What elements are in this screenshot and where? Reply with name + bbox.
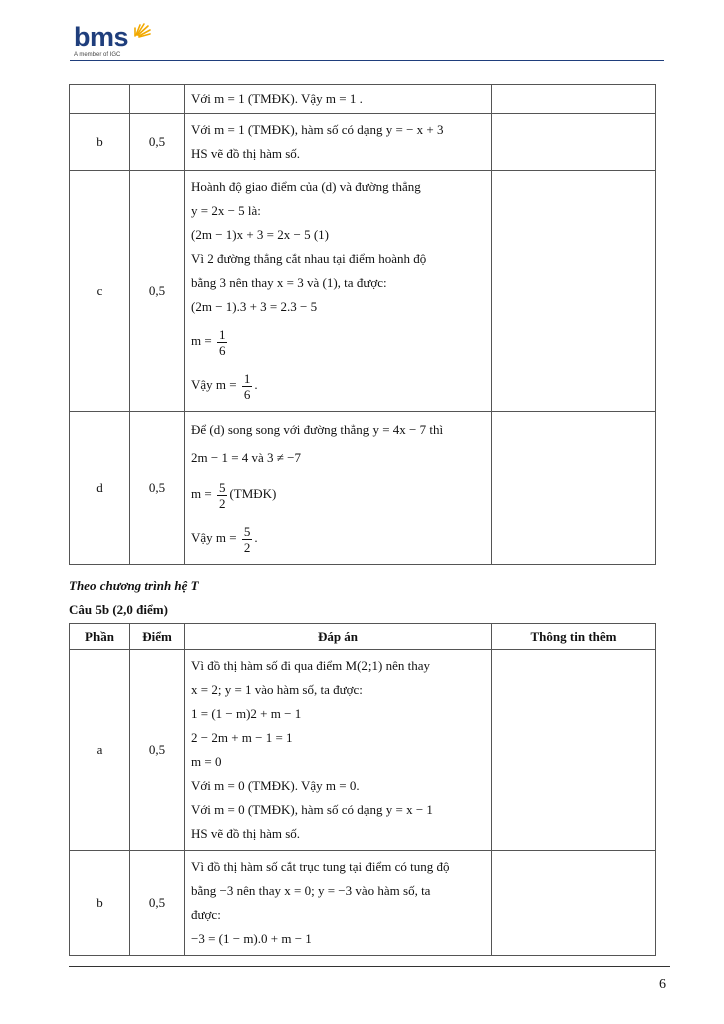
answer-line: HS vẽ đồ thị hàm số. <box>191 146 301 161</box>
footer-rule <box>69 966 670 967</box>
part-cell <box>70 85 130 114</box>
answer-line: bằng 3 nên thay x = 3 và (1), ta được: <box>191 275 387 290</box>
answer-line: 2m − 1 = 4 và 3 ≠ −7 <box>191 450 302 465</box>
part-cell: b <box>70 851 130 956</box>
answer-line: m = 0 <box>191 754 222 769</box>
score-cell <box>130 85 185 114</box>
answer-line: Hoành độ giao điểm của (d) và đường thẳng <box>191 179 421 194</box>
fraction: $\frac{5}{2}$ <box>218 479 226 511</box>
table-row <box>70 851 656 956</box>
answer-cell <box>185 114 492 171</box>
table-header-row <box>70 624 656 650</box>
header-answer: Đáp án <box>185 624 492 650</box>
answer-line: Vì đồ thị hàm số cắt trục tung tại điểm có tung độ <box>191 859 450 874</box>
logo-text: bms <box>74 22 129 52</box>
bms-logo <box>74 22 128 58</box>
fraction-line: m = $\frac{5}{2}$ (TMĐK) <box>191 479 277 511</box>
extra-info-cell <box>492 851 656 956</box>
part-cell: c <box>70 171 130 412</box>
header-score: Điểm <box>130 624 185 650</box>
table-row <box>70 171 656 412</box>
score-cell: 0,5 <box>130 114 185 171</box>
header-part: Phần <box>70 624 130 650</box>
header-extra-info: Thông tin thêm <box>492 624 656 650</box>
answer-table-5a <box>69 84 656 565</box>
table-row <box>70 114 656 171</box>
answer-table-5b <box>69 623 656 956</box>
answer-line: Vì 2 đường thẳng cắt nhau tại điểm hoành độ <box>191 251 427 266</box>
page-number: 6 <box>659 977 666 992</box>
answer-cell <box>185 85 492 114</box>
header-rule <box>70 60 664 61</box>
answer-cell <box>185 851 492 956</box>
answer-line: −3 = (1 − m).0 + m − 1 <box>191 931 312 946</box>
fraction: $\frac{5}{2}$ <box>243 523 251 555</box>
fraction-line: Vậy m = $\frac{1}{6}$ . <box>191 370 258 402</box>
score-cell: 0,5 <box>130 412 185 565</box>
answer-cell <box>185 171 492 412</box>
fraction-line: Vậy m = $\frac{5}{2}$ . <box>191 523 258 555</box>
extra-info-cell <box>492 114 656 171</box>
answer-line: HS vẽ đồ thị hàm số. <box>191 826 301 841</box>
answer-line: được: <box>191 907 221 922</box>
answer-line: Với m = 1 (TMĐK), hàm số có dạng y = − x + 3 <box>191 122 444 137</box>
extra-info-cell <box>492 85 656 114</box>
score-cell: 0,5 <box>130 851 185 956</box>
extra-info-cell <box>492 650 656 851</box>
extra-info-cell <box>492 412 656 565</box>
part-cell: b <box>70 114 130 171</box>
answer-line: Với m = 1 (TMĐK). Vậy m = 1 . <box>191 91 363 106</box>
table-row <box>70 412 656 565</box>
answer-line: Để (d) song song với đường thẳng y = 4x − 7 thì <box>191 422 444 437</box>
section-title: Theo chương trình hệ T <box>69 578 199 593</box>
answer-line: (2m − 1)x + 3 = 2x − 5 (1) <box>191 227 330 242</box>
table-row <box>70 650 656 851</box>
answer-line: bằng −3 nên thay x = 0; y = −3 vào hàm số, ta <box>191 883 431 898</box>
score-cell: 0,5 <box>130 171 185 412</box>
answer-line: Với m = 0 (TMĐK), hàm số có dạng y = x − 1 <box>191 802 433 817</box>
page-header <box>70 20 664 64</box>
answer-line: Vì đồ thị hàm số đi qua điểm M(2;1) nên thay <box>191 658 431 673</box>
question-title: Câu 5b (2,0 điểm) <box>69 602 168 617</box>
extra-info-cell <box>492 171 656 412</box>
part-cell: a <box>70 650 130 851</box>
sun-rays-icon <box>132 20 152 40</box>
logo-subtitle: A member of IGC <box>74 52 121 58</box>
answer-line: y = 2x − 5 là: <box>191 203 261 218</box>
fraction: $\frac{1}{6}$ <box>218 326 226 358</box>
part-cell: d <box>70 412 130 565</box>
answer-line: (2m − 1).3 + 3 = 2.3 − 5 <box>191 299 318 314</box>
fraction: $\frac{1}{6}$ <box>243 370 251 402</box>
answer-cell <box>185 412 492 565</box>
table-row <box>70 85 656 114</box>
answer-line: 2 − 2m + m − 1 = 1 <box>191 730 293 745</box>
answer-line: Với m = 0 (TMĐK). Vậy m = 0. <box>191 778 360 793</box>
score-cell: 0,5 <box>130 650 185 851</box>
answer-cell <box>185 650 492 851</box>
answer-line: 1 = (1 − m)2 + m − 1 <box>191 706 302 721</box>
fraction-line: m = $\frac{1}{6}$ <box>191 326 226 358</box>
answer-line: x = 2; y = 1 vào hàm số, ta được: <box>191 682 363 697</box>
